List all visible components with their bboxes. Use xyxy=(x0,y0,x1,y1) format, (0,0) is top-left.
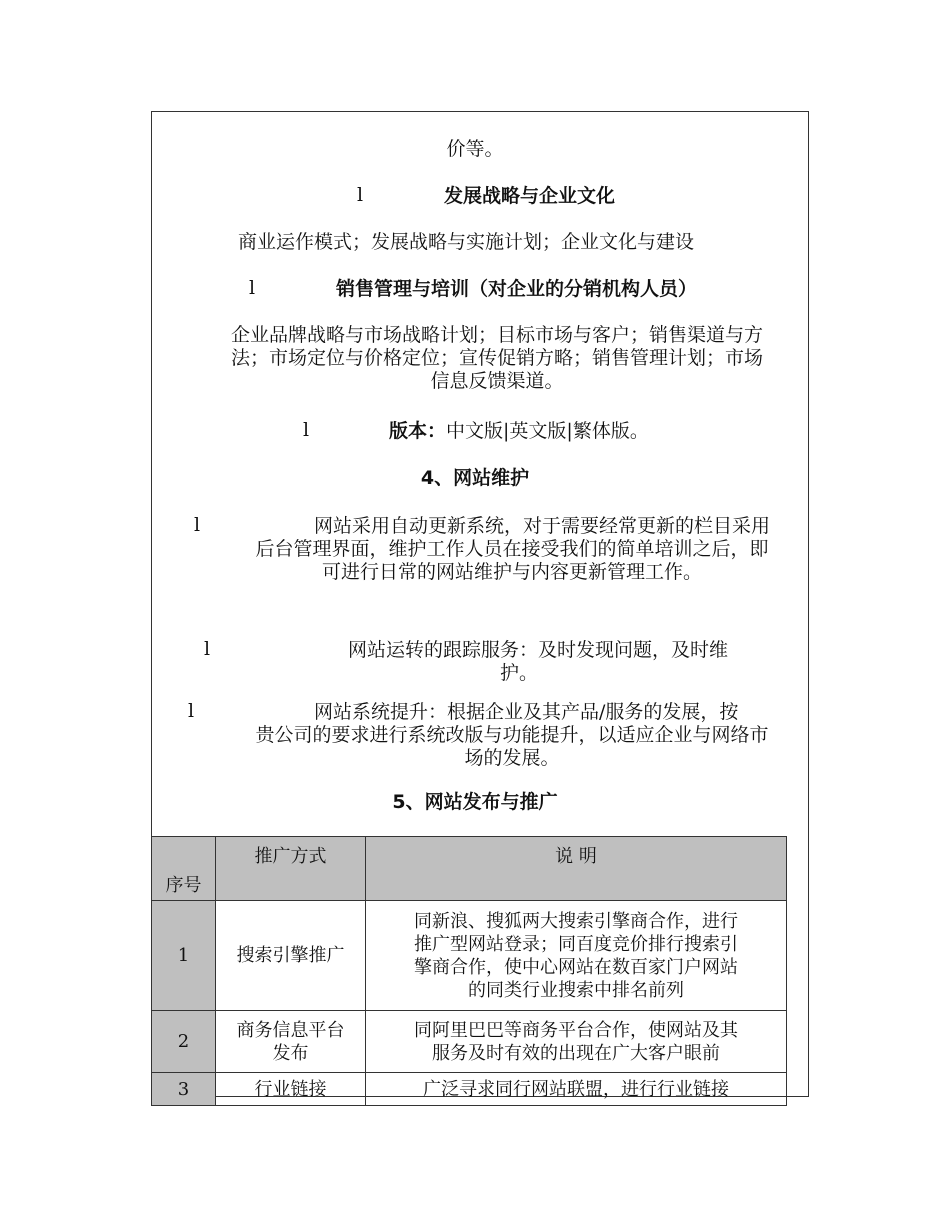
bullet: l xyxy=(249,277,256,299)
row-no: 2 xyxy=(152,1011,216,1073)
row-method: 行业链接 xyxy=(216,1073,366,1106)
table-row xyxy=(152,1073,787,1106)
row-desc: 同新浪、搜狐两大搜索引擎商合作，进行 推广型网站登录；同百度竞价排行搜索引 擎商合作，使中心网站在数百家门户网站 的同类行业搜索中排名前列 xyxy=(366,901,787,1011)
col-header-desc: 说 明 xyxy=(366,837,787,901)
table-header-row xyxy=(152,837,787,901)
bullet: l xyxy=(188,700,195,722)
bullet: l xyxy=(303,419,310,441)
version-label: 版本： xyxy=(389,420,447,442)
continued-text: 价等。 xyxy=(446,138,504,160)
bullet: l xyxy=(357,184,364,206)
row-method: 商务信息平台 发布 xyxy=(216,1011,366,1073)
version-value: 中文版|英文版|繁体版。 xyxy=(446,420,649,442)
heading-maintenance: 4、网站维护 xyxy=(420,467,530,489)
maintenance-item-1: 网站采用自动更新系统，对于需要经常更新的栏目采用 后台管理界面，维护工作人员在接受我们的简单培训之后，即 可进行日常的网站维护与内容更新管理工作。 xyxy=(255,515,770,583)
sales-description: 企业品牌战略与市场战略计划；目标市场与客户；销售渠道与方 法；市场定位与价格定位；宣传促销方略；销售管理计划；市场 信息反馈渠道。 xyxy=(230,324,763,392)
promotion-table xyxy=(151,836,787,1106)
table-row xyxy=(152,1011,787,1073)
section-title-sales: 销售管理与培训（对企业的分销机构人员） xyxy=(336,278,698,300)
row-no: 1 xyxy=(152,901,216,1011)
maintenance-item-3: 网站系统提升：根据企业及其产品/服务的发展，按 贵公司的要求进行系统改版与功能提升，以适应企业与网络市 场的发展。 xyxy=(255,701,769,769)
row-no: 3 xyxy=(152,1073,216,1106)
table-row xyxy=(152,901,787,1011)
bullet: l xyxy=(204,638,211,660)
dev-description: 商业运作模式；发展战略与实施计划；企业文化与建设 xyxy=(238,231,695,253)
row-desc: 同阿里巴巴等商务平台合作，使网站及其 服务及时有效的出现在广大客户眼前 xyxy=(366,1011,787,1073)
heading-promotion: 5、网站发布与推广 xyxy=(392,791,558,813)
section-title-dev: 发展战略与企业文化 xyxy=(444,185,616,207)
col-header-no: 序号 xyxy=(152,837,216,901)
row-method: 搜索引擎推广 xyxy=(216,901,366,1011)
col-header-method: 推广方式 xyxy=(216,837,366,901)
version-line xyxy=(389,420,649,443)
row-desc: 广泛寻求同行网站联盟，进行行业链接 xyxy=(366,1073,787,1106)
maintenance-item-2: 网站运转的跟踪服务：及时发现问题，及时维 护。 xyxy=(348,639,729,684)
bullet: l xyxy=(194,514,201,536)
